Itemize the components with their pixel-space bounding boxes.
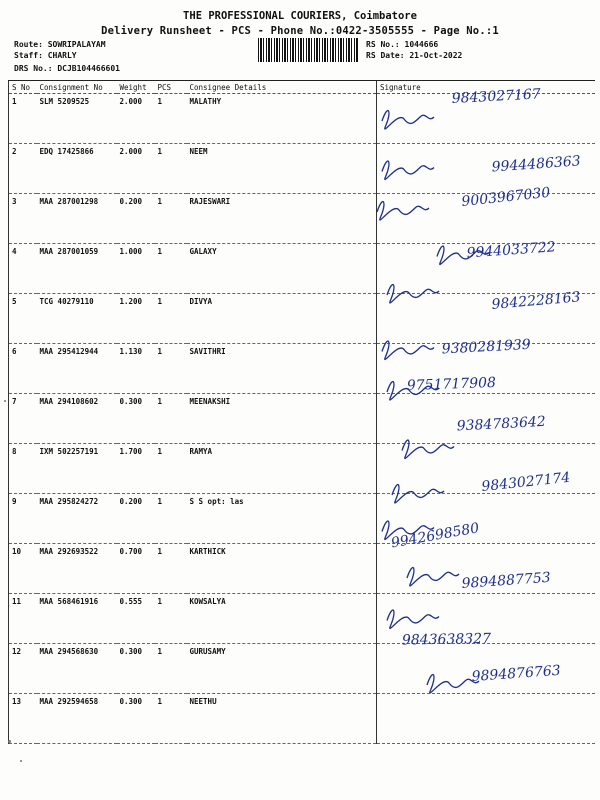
cell-consignee: SAVITHRI: [187, 344, 377, 394]
cell-weight: 0.300: [117, 644, 155, 694]
cell-sno: 12: [9, 644, 37, 694]
cell-consignee: NEEM: [187, 144, 377, 194]
handwritten-phone: 9843027174: [480, 469, 572, 495]
cell-sno: 7: [9, 394, 37, 444]
handwritten-phone: 9944033722: [466, 239, 557, 262]
signature-cell: [377, 644, 595, 694]
col-weight: Weight: [117, 81, 155, 94]
rs-number: RS No.: 1044666: [366, 40, 439, 49]
cell-consignment: MAA 287001298: [37, 194, 117, 244]
handwritten-phone: 9843638327: [401, 630, 492, 649]
col-pcs: PCS: [155, 81, 187, 94]
cell-weight: 0.200: [117, 194, 155, 244]
col-sno: S No: [9, 81, 37, 94]
cell-pcs: 1: [155, 594, 187, 644]
cell-sno: 1: [9, 94, 37, 144]
cell-sno: 11: [9, 594, 37, 644]
scan-speck: [20, 760, 22, 762]
cell-sno: 3: [9, 194, 37, 244]
table-row: [9, 644, 595, 694]
cell-consignment: MAA 287001059: [37, 244, 117, 294]
handwritten-phone: 9944486363: [491, 153, 582, 176]
handwritten-phone: 9894876763: [471, 662, 562, 685]
cell-pcs: 1: [155, 694, 187, 744]
signature-cell: [377, 144, 595, 194]
cell-weight: 0.555: [117, 594, 155, 644]
cell-consignment: MAA 292594658: [37, 694, 117, 744]
cell-consignment: SLM 5209525: [37, 94, 117, 144]
cell-consignee: DIVYA: [187, 294, 377, 344]
signature-cell: [377, 194, 595, 244]
cell-consignment: MAA 295412944: [37, 344, 117, 394]
col-consignee: Consignee Details: [187, 81, 377, 94]
table-row: [9, 594, 595, 644]
cell-pcs: 1: [155, 394, 187, 444]
signature-cell: [377, 544, 595, 594]
cell-pcs: 1: [155, 644, 187, 694]
cell-consignment: MAA 568461916: [37, 594, 117, 644]
cell-pcs: 1: [155, 494, 187, 544]
cell-consignment: IXM 502257191: [37, 444, 117, 494]
signature-cell: [377, 244, 595, 294]
rs-date: RS Date: 21-Oct-2022: [366, 51, 463, 60]
table-row: [9, 94, 595, 144]
cell-consignee: KARTHICK: [187, 544, 377, 594]
signature-cell: [377, 394, 595, 444]
cell-pcs: 1: [155, 194, 187, 244]
signature-cell: [377, 694, 595, 744]
scan-speck: [4, 400, 6, 402]
col-signature: Signature: [377, 81, 595, 94]
col-consignment: Consignment No: [37, 81, 117, 94]
scan-speck: [8, 740, 11, 743]
route-label: Route: SOWRIPALAYAM: [14, 40, 106, 49]
cell-consignee: GALAXY: [187, 244, 377, 294]
table-row: [9, 294, 595, 344]
cell-weight: 1.200: [117, 294, 155, 344]
cell-consignment: MAA 294568630: [37, 644, 117, 694]
handwritten-phone: 9380281939: [441, 336, 532, 358]
runsheet-title: Delivery Runsheet - PCS - Phone No.:0422-3505555 - Page No.:1: [101, 25, 499, 37]
table-row: [9, 394, 595, 444]
handwritten-phone: 9894887753: [461, 569, 552, 592]
cell-consignee: GURUSAMY: [187, 644, 377, 694]
table-row: [9, 494, 595, 544]
cell-consignment: TCG 40279110: [37, 294, 117, 344]
cell-sno: 8: [9, 444, 37, 494]
signature-cell: [377, 294, 595, 344]
cell-pcs: 1: [155, 344, 187, 394]
staff-label: Staff: CHARLY: [14, 51, 77, 60]
table-header-row: [9, 81, 595, 94]
signature-cell: [377, 494, 595, 544]
handwritten-phone: 9842228163: [490, 289, 582, 313]
cell-consignee: KOWSALYA: [187, 594, 377, 644]
cell-consignee: MEENAKSHI: [187, 394, 377, 444]
table-row: [9, 244, 595, 294]
cell-pcs: 1: [155, 294, 187, 344]
cell-consignee: RAJESWARI: [187, 194, 377, 244]
cell-consignment: EDQ 17425866: [37, 144, 117, 194]
cell-pcs: 1: [155, 244, 187, 294]
cell-consignee: S S opt: las: [187, 494, 377, 544]
cell-pcs: 1: [155, 144, 187, 194]
cell-weight: 1.130: [117, 344, 155, 394]
table-row: [9, 194, 595, 244]
cell-weight: 0.300: [117, 394, 155, 444]
cell-sno: 10: [9, 544, 37, 594]
cell-weight: 1.700: [117, 444, 155, 494]
company-title: THE PROFESSIONAL COURIERS, Coimbatore: [183, 10, 417, 22]
cell-consignee: MALATHY: [187, 94, 377, 144]
handwritten-phone: 9843027167: [451, 86, 542, 107]
cell-weight: 2.000: [117, 144, 155, 194]
cell-sno: 4: [9, 244, 37, 294]
handwritten-phone: 9751717908: [406, 374, 497, 394]
cell-consignment: MAA 294108602: [37, 394, 117, 444]
table-row: [9, 444, 595, 494]
cell-weight: 2.000: [117, 94, 155, 144]
cell-sno: 13: [9, 694, 37, 744]
handwritten-phone: 9003967030: [460, 184, 552, 210]
cell-consignment: MAA 292693522: [37, 544, 117, 594]
cell-weight: 0.300: [117, 694, 155, 744]
cell-sno: 6: [9, 344, 37, 394]
handwritten-phone: 9942698580: [389, 520, 481, 552]
cell-weight: 1.000: [117, 244, 155, 294]
signature-cell: [377, 444, 595, 494]
table-row: [9, 344, 595, 394]
table-row: [9, 544, 595, 594]
handwritten-phone: 9384783642: [456, 413, 547, 435]
signature-cell: [377, 94, 595, 144]
runsheet-table: [8, 80, 595, 744]
cell-pcs: 1: [155, 444, 187, 494]
cell-consignment: MAA 295824272: [37, 494, 117, 544]
cell-consignee: RAMYA: [187, 444, 377, 494]
barcode-image: [258, 38, 358, 62]
table-row: [9, 694, 595, 744]
signature-cell: [377, 594, 595, 644]
cell-weight: 0.200: [117, 494, 155, 544]
drs-number: DRS No.: DCJB104466601: [14, 64, 120, 73]
cell-pcs: 1: [155, 94, 187, 144]
cell-pcs: 1: [155, 544, 187, 594]
cell-consignee: NEETHU: [187, 694, 377, 744]
cell-sno: 2: [9, 144, 37, 194]
signature-cell: [377, 344, 595, 394]
cell-sno: 5: [9, 294, 37, 344]
cell-weight: 0.700: [117, 544, 155, 594]
cell-sno: 9: [9, 494, 37, 544]
table-row: [9, 144, 595, 194]
